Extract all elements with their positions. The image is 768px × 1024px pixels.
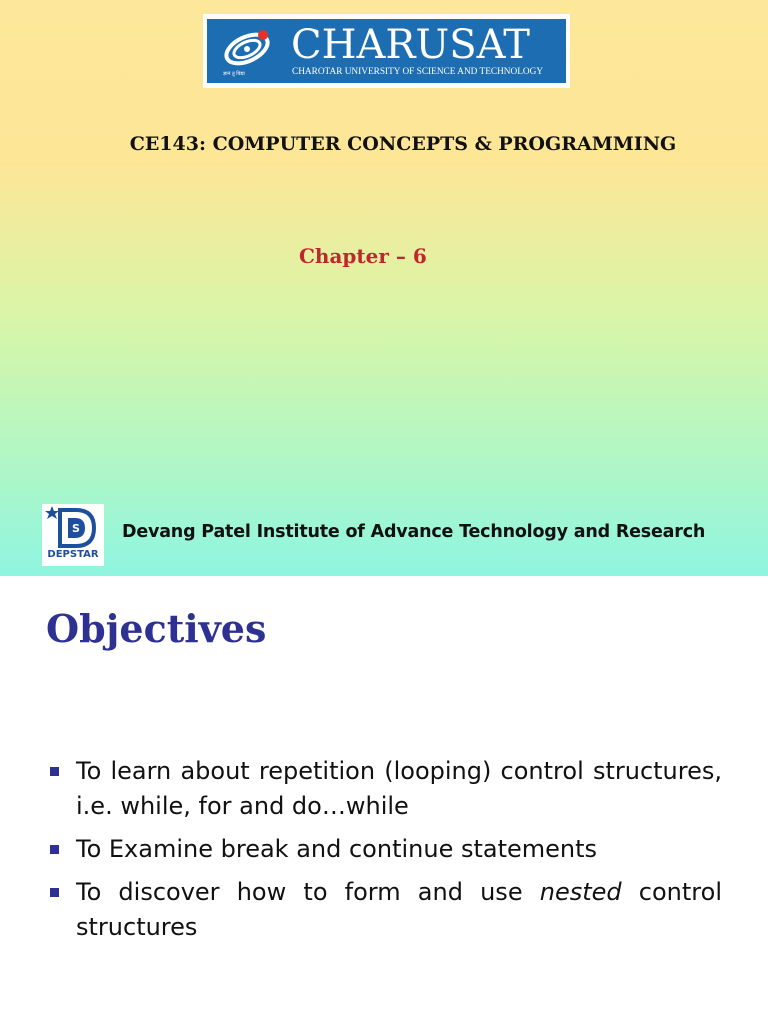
objective-text-after: control structures	[76, 878, 722, 941]
depstar-logo	[42, 504, 104, 566]
objective-item	[46, 754, 722, 824]
chapter-label: Chapter – 6	[299, 244, 427, 268]
charusat-logo	[203, 14, 570, 88]
charusat-subtitle: CHAROTAR UNIVERSITY OF SCIENCE AND TECHNOLOGY	[292, 67, 544, 77]
charusat-wordmark: CHARUSAT	[291, 22, 530, 68]
objective-item	[46, 832, 722, 867]
objective-text: To learn about repetition (looping) control structures, i.e. while, for and do…while	[76, 757, 722, 820]
course-title: CE143: COMPUTER CONCEPTS & PROGRAMMING	[129, 133, 677, 155]
objectives-heading: Objectives	[46, 606, 267, 651]
square-bullet-icon	[50, 845, 59, 854]
objective-item	[46, 875, 722, 945]
objective-emphasis: nested	[539, 878, 622, 906]
svg-text:S: S	[72, 522, 80, 535]
objective-text-before: To discover how to form and use	[76, 878, 540, 906]
objectives-list	[46, 754, 722, 953]
charusat-tagline: ज्ञानं तु विद्या	[223, 71, 245, 77]
depstar-emblem-icon	[42, 504, 104, 550]
objective-text: To Examine break and continue statements	[76, 835, 598, 863]
charusat-logo-banner	[207, 19, 566, 83]
depstar-wordmark: DEPSTAR	[47, 549, 99, 560]
objectives-slide	[0, 576, 768, 1024]
square-bullet-icon	[50, 767, 59, 776]
institute-name: Devang Patel Institute of Advance Technology and Research	[122, 522, 706, 542]
square-bullet-icon	[50, 888, 59, 897]
